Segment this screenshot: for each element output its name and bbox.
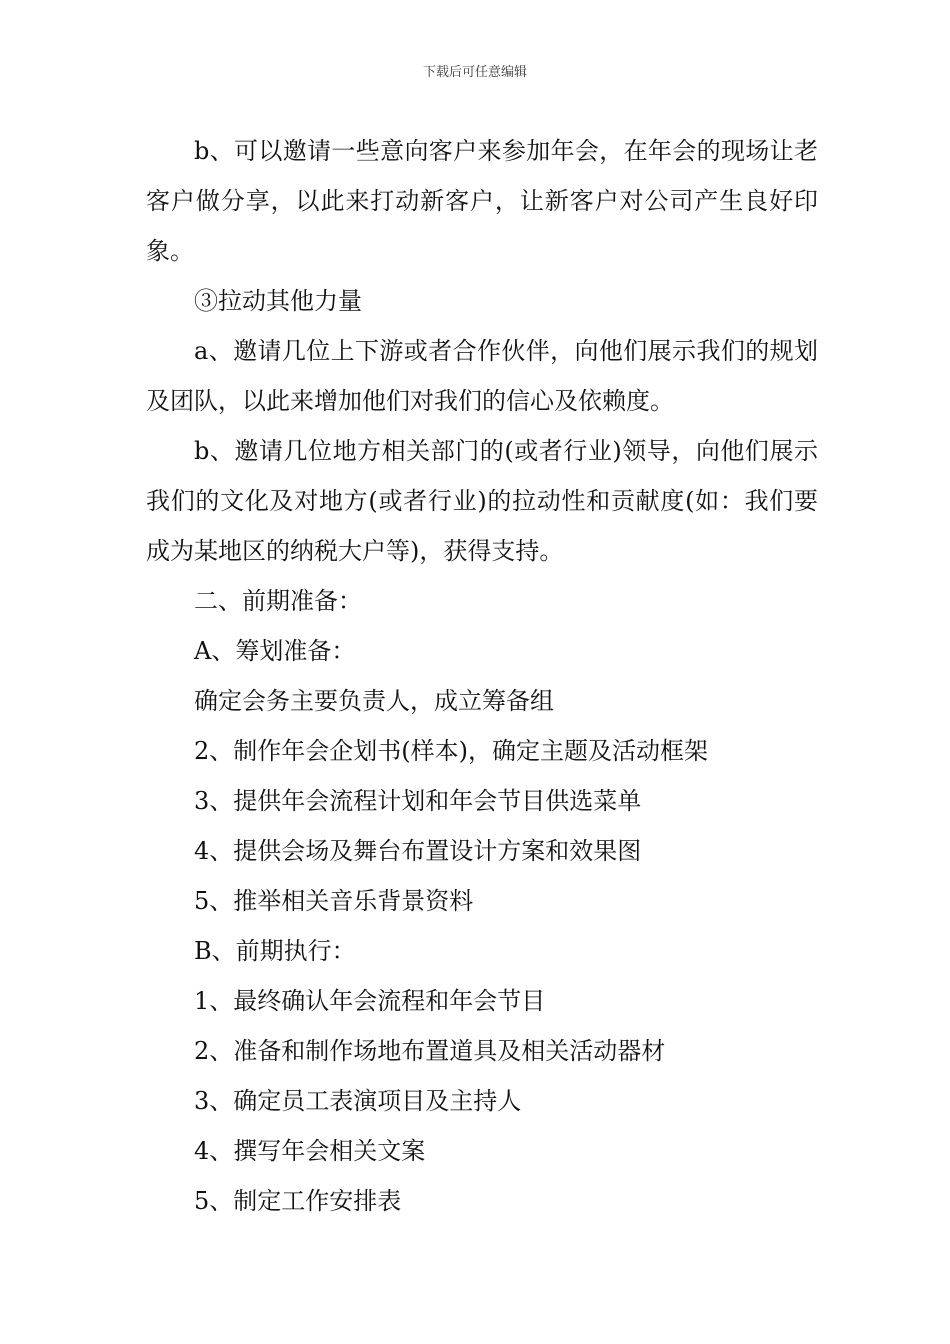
list-item: 确定会务主要负责人，成立筹备组 [194, 687, 554, 715]
list-item: 4、提供会场及舞台布置设计方案和效果图 [194, 837, 642, 865]
subsection-heading: B、前期执行： [194, 937, 356, 965]
list-item: 2、准备和制作场地布置道具及相关活动器材 [194, 1037, 666, 1065]
list-item: 1、最终确认年会流程和年会节目 [194, 987, 546, 1015]
list-item: 4、撰写年会相关文案 [194, 1137, 426, 1165]
list-item: 5、制定工作安排表 [194, 1187, 402, 1215]
list-item: 3、确定员工表演项目及主持人 [194, 1087, 522, 1115]
paragraph: ③拉动其他力量 [194, 287, 362, 315]
list-item: 5、推举相关音乐背景资料 [194, 887, 474, 915]
page-header: 下载后可任意编辑 [422, 65, 527, 80]
paragraph: b、可以邀请一些意向客户来参加年会，在年会的现场让老客户做分享，以此来打动新客户，让新客户对公司产生良好印象。 [146, 137, 818, 265]
document-body [146, 126, 818, 1226]
section-heading: 二、前期准备： [194, 587, 362, 615]
paragraph: b、邀请几位地方相关部门的(或者行业)领导，向他们展示我们的文化及对地方(或者行业)的拉动性和贡献度(如：我们要成为某地区的纳税大户等)，获得支持。 [146, 437, 818, 565]
list-item: 3、提供年会流程计划和年会节目供选菜单 [194, 787, 642, 815]
list-item: 2、制作年会企划书(样本)，确定主题及活动框架 [194, 737, 708, 765]
paragraph: a、邀请几位上下游或者合作伙伴，向他们展示我们的规划及团队，以此来增加他们对我们的信心及依赖度。 [146, 337, 818, 415]
subsection-heading: A、筹划准备： [194, 637, 356, 665]
